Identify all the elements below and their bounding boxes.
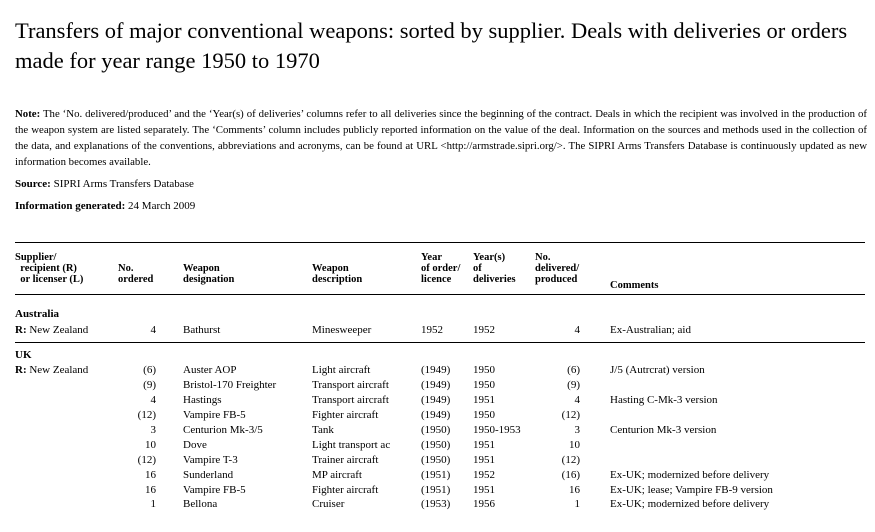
table-top-rule	[15, 242, 865, 243]
description-cell: MP aircraft	[312, 469, 362, 481]
year-deliveries-cell: 1951	[473, 484, 495, 496]
year-deliveries-cell: 1951	[473, 454, 495, 466]
note-label: Note:	[15, 108, 41, 120]
delivered-cell: 4	[574, 324, 580, 336]
designation-cell: Bristol-170 Freighter	[183, 379, 277, 391]
year-order-cell: (1950)	[421, 454, 451, 466]
header-year-deliveries: Year(s) of deliveries	[473, 252, 516, 285]
year-order-cell: 1952	[421, 324, 443, 336]
source-label: Source:	[15, 178, 51, 190]
delivered-cell: 4	[574, 394, 580, 406]
page-title: Transfers of major conventional weapons: sorted by supplier. Deals with deliveries or orders made for year range 1950 to 1970	[15, 18, 848, 73]
header-delivered: No. delivered/ produced	[535, 252, 580, 285]
year-deliveries-cell: 1950-1953	[473, 424, 521, 436]
designation-cell: Hastings	[183, 394, 222, 406]
description-cell: Trainer aircraft	[312, 454, 379, 466]
year-deliveries-cell: 1950	[473, 379, 495, 391]
ordered-cell: 4	[150, 324, 156, 336]
designation-cell: Sunderland	[183, 469, 234, 481]
table-row	[0, 393, 875, 408]
year-deliveries-cell: 1951	[473, 439, 495, 451]
year-order-cell: (1949)	[421, 394, 451, 406]
supplier-heading-uk: UK	[15, 349, 32, 361]
designation-cell: Vampire FB-5	[183, 409, 246, 421]
description-cell: Transport aircraft	[312, 394, 389, 406]
year-order-cell: (1951)	[421, 469, 451, 481]
year-order-cell: (1949)	[421, 379, 451, 391]
table-row	[0, 453, 875, 468]
description-cell: Transport aircraft	[312, 379, 389, 391]
section-rule	[15, 342, 865, 343]
ordered-cell: 3	[150, 424, 156, 436]
generated-line	[15, 199, 195, 213]
year-deliveries-cell: 1951	[473, 394, 495, 406]
ordered-cell: (9)	[143, 379, 156, 391]
designation-cell: Bellona	[183, 498, 218, 510]
table-row	[0, 323, 875, 338]
delivered-cell: 10	[569, 439, 580, 451]
comments-cell: Hasting C-Mk-3 version	[610, 394, 718, 406]
header-bottom-rule	[15, 294, 865, 295]
year-order-cell: (1950)	[421, 439, 451, 451]
designation-cell: Bathurst	[183, 324, 221, 336]
delivered-cell: (6)	[567, 364, 580, 376]
header-supplier: Supplier/ recipient (R) or licenser (L)	[15, 252, 84, 285]
comments-cell: Ex-Australian; aid	[610, 324, 691, 336]
ordered-cell: (12)	[137, 454, 156, 466]
description-cell: Fighter aircraft	[312, 484, 379, 496]
year-deliveries-cell: 1952	[473, 324, 495, 336]
year-deliveries-cell: 1950	[473, 364, 495, 376]
ordered-cell: (12)	[137, 409, 156, 421]
year-deliveries-cell: 1952	[473, 469, 495, 481]
description-cell: Light aircraft	[312, 364, 371, 376]
ordered-cell: 10	[145, 439, 156, 451]
ordered-cell: 16	[145, 484, 156, 496]
source-value: SIPRI Arms Transfers Database	[50, 178, 194, 190]
comments-cell: J/5 (Autrcrat) version	[610, 364, 705, 376]
delivered-cell: (16)	[561, 469, 580, 481]
comments-cell: Ex-UK; lease; Vampire FB-9 version	[610, 484, 773, 496]
note-text: The ‘No. delivered/produced’ and the ‘Year(s) of deliveries’ columns refer to all deliveries since the beginning of the contract. Deals in which the recipient was involved in the production of the weapon system are listed separately. The ‘Comments’ column includes publicly reported information on the value of the deal. Information on the sources and methods used in the collection of the data, and explanations of the conventions, abbreviations and acronyms, can be found at URL <http://armstrade.sipri.org/>. The SIPRI Arms Transfers Database is continuously updated as new information becomes available.	[15, 108, 867, 168]
year-order-cell: (1949)	[421, 364, 451, 376]
designation-cell: Vampire FB-5	[183, 484, 246, 496]
description-cell: Minesweeper	[312, 324, 372, 336]
table-row	[0, 378, 875, 393]
generated-value: 24 March 2009	[125, 200, 196, 212]
header-year-order: Year of order/ licence	[421, 252, 461, 285]
year-order-cell: (1951)	[421, 484, 451, 496]
table-row	[0, 363, 875, 378]
delivered-cell: 1	[574, 498, 580, 510]
designation-cell: Dove	[183, 439, 207, 451]
delivered-cell: 3	[574, 424, 580, 436]
ordered-cell: 4	[150, 394, 156, 406]
year-order-cell: (1950)	[421, 424, 451, 436]
table-row	[0, 497, 875, 512]
designation-cell: Auster AOP	[183, 364, 237, 376]
delivered-cell: (12)	[561, 409, 580, 421]
source-line	[15, 177, 194, 191]
description-cell: Tank	[312, 424, 334, 436]
comments-cell: Centurion Mk-3 version	[610, 424, 717, 436]
delivered-cell: (12)	[561, 454, 580, 466]
table-row	[0, 423, 875, 438]
supplier-heading-australia: Australia	[15, 308, 59, 320]
header-designation: Weapon designation	[183, 263, 235, 285]
designation-cell: Vampire T-3	[183, 454, 238, 466]
note-paragraph	[15, 106, 867, 170]
description-cell: Cruiser	[312, 498, 345, 510]
year-order-cell: (1949)	[421, 409, 451, 421]
generated-label: Information generated:	[15, 200, 126, 212]
year-deliveries-cell: 1956	[473, 498, 495, 510]
designation-cell: Centurion Mk-3/5	[183, 424, 263, 436]
table-row	[0, 438, 875, 453]
year-deliveries-cell: 1950	[473, 409, 495, 421]
header-description: Weapon description	[312, 263, 363, 285]
comments-cell: Ex-UK; modernized before delivery	[610, 469, 770, 481]
header-comments: Comments	[610, 280, 659, 291]
description-cell: Light transport ac	[312, 439, 391, 451]
table-row	[0, 483, 875, 498]
ordered-cell: 1	[150, 498, 156, 510]
table-row	[0, 408, 875, 423]
description-cell: Fighter aircraft	[312, 409, 379, 421]
recipient-cell: R: New Zealand	[15, 324, 89, 336]
comments-cell: Ex-UK; modernized before delivery	[610, 498, 770, 510]
header-ordered: No. ordered	[118, 263, 154, 285]
table-row	[0, 468, 875, 483]
delivered-cell: (9)	[567, 379, 580, 391]
year-order-cell: (1953)	[421, 498, 451, 510]
delivered-cell: 16	[569, 484, 580, 496]
ordered-cell: 16	[145, 469, 156, 481]
recipient-cell: R: New Zealand	[15, 364, 89, 376]
ordered-cell: (6)	[143, 364, 156, 376]
